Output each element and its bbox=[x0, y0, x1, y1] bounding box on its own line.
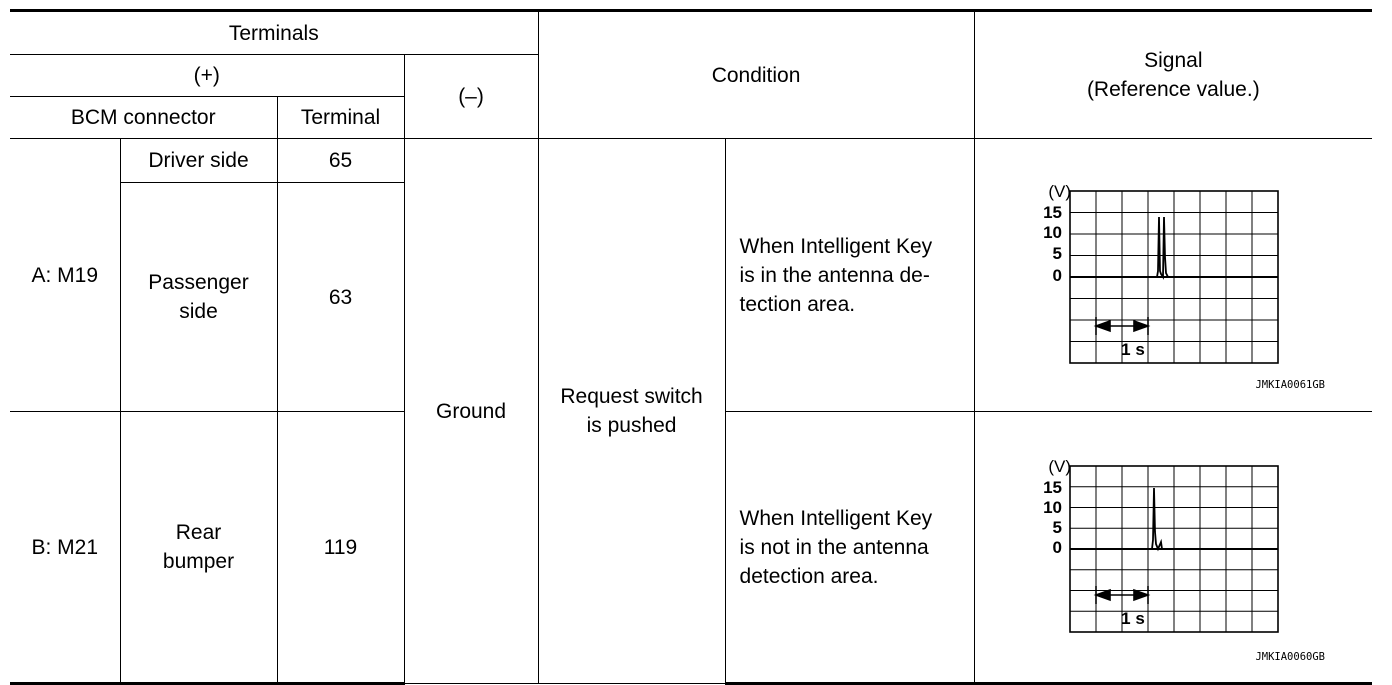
ground: Ground bbox=[404, 139, 538, 684]
condition-in-area bbox=[725, 139, 974, 412]
time-label-in: 1 s bbox=[1120, 340, 1145, 359]
header-terminals: Terminals bbox=[10, 11, 538, 55]
request-switch bbox=[538, 139, 725, 684]
passenger-side bbox=[120, 183, 277, 412]
tick-0-out: 0 bbox=[1052, 538, 1062, 557]
rear-terminal: 119 bbox=[277, 412, 404, 684]
header-bcm-connector: BCM connector bbox=[10, 97, 277, 139]
passenger-terminal: 63 bbox=[277, 183, 404, 412]
time-label-out: 1 s bbox=[1120, 609, 1145, 628]
connector-b: B: M21 bbox=[10, 412, 120, 684]
unit-label-in: (V) bbox=[1047, 182, 1071, 201]
connector-a: A: M19 bbox=[10, 139, 120, 412]
cond-in-line-3: tection area. bbox=[739, 292, 856, 316]
signal-title: Signal bbox=[1144, 49, 1203, 72]
tick-5-out: 5 bbox=[1052, 518, 1062, 537]
rear-bumper bbox=[120, 412, 277, 684]
request-line-2: is pushed bbox=[586, 414, 677, 437]
tick-15-in: 15 bbox=[1042, 203, 1062, 222]
cond-out-line-3: detection area. bbox=[739, 564, 879, 588]
cond-in-line-1: When Intelligent Key bbox=[739, 234, 933, 258]
cond-out-line-1: When Intelligent Key bbox=[739, 506, 933, 530]
ref-code-out: JMKIA0060GB bbox=[1255, 651, 1325, 663]
driver-side: Driver side bbox=[120, 139, 277, 183]
header-terminal: Terminal bbox=[277, 97, 404, 139]
driver-terminal: 65 bbox=[277, 139, 404, 183]
cond-out-line-2: is not in the antenna bbox=[739, 535, 929, 559]
waveform-in-area bbox=[975, 139, 1373, 403]
header-signal bbox=[974, 11, 1372, 139]
tick-15-out: 15 bbox=[1042, 478, 1062, 497]
unit-label-out: (V) bbox=[1047, 457, 1071, 476]
signal-not-in-area bbox=[974, 412, 1372, 684]
tick-10-out: 10 bbox=[1042, 498, 1062, 517]
condition-not-in-area bbox=[725, 412, 974, 684]
cond-in-line-2: is in the antenna de- bbox=[739, 263, 930, 287]
terminal-signal-table bbox=[10, 9, 1372, 685]
tick-5-in: 5 bbox=[1052, 244, 1062, 263]
rear-line-1: Rear bbox=[175, 521, 222, 544]
tick-10-in: 10 bbox=[1042, 223, 1062, 242]
rear-line-2: bumper bbox=[162, 550, 235, 573]
ref-code-in: JMKIA0061GB bbox=[1255, 379, 1325, 391]
waveform-not-in-area bbox=[975, 412, 1373, 674]
header-condition: Condition bbox=[538, 11, 974, 139]
request-line-1: Request switch bbox=[560, 385, 703, 408]
header-minus: (–) bbox=[404, 55, 538, 139]
signal-subtitle: (Reference value.) bbox=[1086, 78, 1260, 101]
passenger-line-1: Passenger bbox=[148, 271, 249, 295]
passenger-line-2: side bbox=[179, 300, 218, 324]
signal-in-area bbox=[974, 139, 1372, 412]
header-plus: (+) bbox=[10, 55, 404, 97]
tick-0-in: 0 bbox=[1052, 266, 1062, 285]
